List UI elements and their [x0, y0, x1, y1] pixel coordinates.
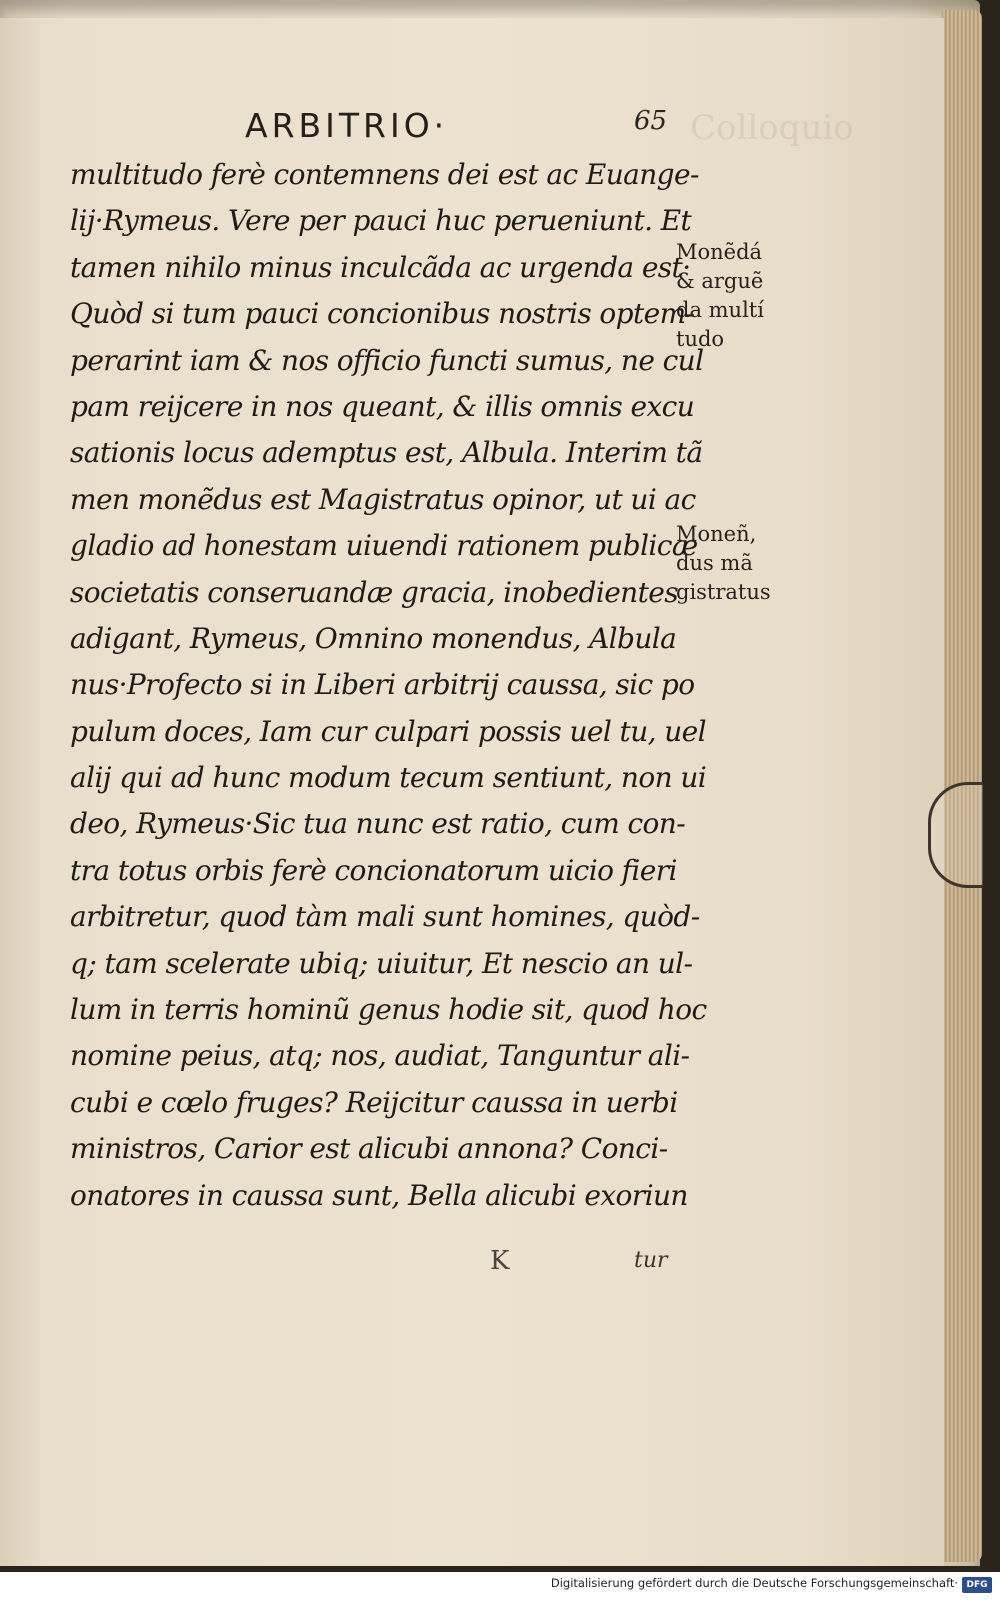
- text-line: sationis locus ademptus est, Albula. Interim tã: [70, 436, 703, 470]
- bleed-through-text: Colloquio: [690, 108, 854, 148]
- dfg-logo-icon: DFG: [962, 1577, 992, 1593]
- text-line: gladio ad honestam uiuendi rationem publicæ: [70, 529, 698, 563]
- text-line: ministros, Carior est alicubi annona? Conci-: [70, 1132, 668, 1166]
- text-line: onatores in caussa sunt, Bella alicubi exoriun: [70, 1178, 688, 1212]
- marginal-note-line: dus mã: [676, 551, 753, 575]
- marginal-note-line: da multí: [676, 298, 764, 322]
- marginal-note: [676, 520, 796, 607]
- book-page: [0, 18, 944, 1566]
- text-line: multitudo ferè contemnens dei est ac Euange-: [70, 158, 699, 191]
- marginal-note-line: gistratus: [676, 580, 771, 604]
- text-line: nomine peius, atq; nos, audiat, Tanguntur ali-: [70, 1039, 690, 1073]
- text-line: pam reijcere in nos queant, & illis omnis excu: [70, 389, 695, 423]
- text-line: cubi e cœlo fruges? Reijcitur caussa in uerbi: [70, 1085, 678, 1119]
- marginal-note-line: Moneñ,: [676, 522, 757, 546]
- text-line: perarint iam & nos officio functi sumus, ne cul: [70, 343, 704, 377]
- text-line: alij qui ad hunc modum tecum sentiunt, non ui: [70, 761, 707, 795]
- marginal-note-line: Monẽdá: [676, 240, 763, 264]
- text-line: tra totus orbis ferè concionatorum uicio fieri: [70, 853, 677, 887]
- marginal-note: [676, 238, 796, 354]
- funding-credit: Digitalisierung gefördert durch die Deutsche Forschungsgemeinschaft·: [550, 1576, 958, 1590]
- text-line: nus·Profecto si in Liberi arbitrij caussa, sic po: [70, 668, 695, 702]
- text-line: pulum doces, Iam cur culpari possis uel tu, uel: [70, 714, 706, 748]
- catchword: tur: [634, 1248, 668, 1273]
- text-line: Quòd si tum pauci concionibus nostris optem-: [70, 297, 695, 331]
- text-line: arbitretur, quod tàm mali sunt homines, quòd-: [70, 900, 700, 934]
- page-number: 65: [634, 106, 668, 136]
- running-head: ARBITRIO·: [245, 106, 449, 145]
- signature-mark: K: [490, 1246, 510, 1276]
- text-line: societatis conseruandæ gracia, inobedientes: [70, 575, 679, 609]
- text-line: tamen nihilo minus inculcãda ac urgenda est·: [70, 250, 691, 284]
- text-line: men monẽdus est Magistratus opinor, ut ui ac: [70, 482, 696, 516]
- marginal-note-line: & arguẽ: [676, 269, 764, 293]
- text-line: lij·Rymeus. Vere per pauci huc perueniunt. Et: [70, 204, 692, 238]
- footer-bar: [0, 1572, 1000, 1600]
- marginal-note-line: tudo: [676, 327, 725, 351]
- text-line: deo, Rymeus·Sic tua nunc est ratio, cum con-: [70, 807, 686, 841]
- book-clip: [928, 782, 983, 888]
- text-line: lum in terris hominũ genus hodie sit, quod hoc: [70, 993, 707, 1027]
- body-text: [70, 152, 707, 1219]
- text-line: adigant, Rymeus, Omnino monendus, Albula: [70, 621, 677, 655]
- text-line: q; tam scelerate ubiq; uiuitur, Et nescio an ul-: [70, 946, 693, 980]
